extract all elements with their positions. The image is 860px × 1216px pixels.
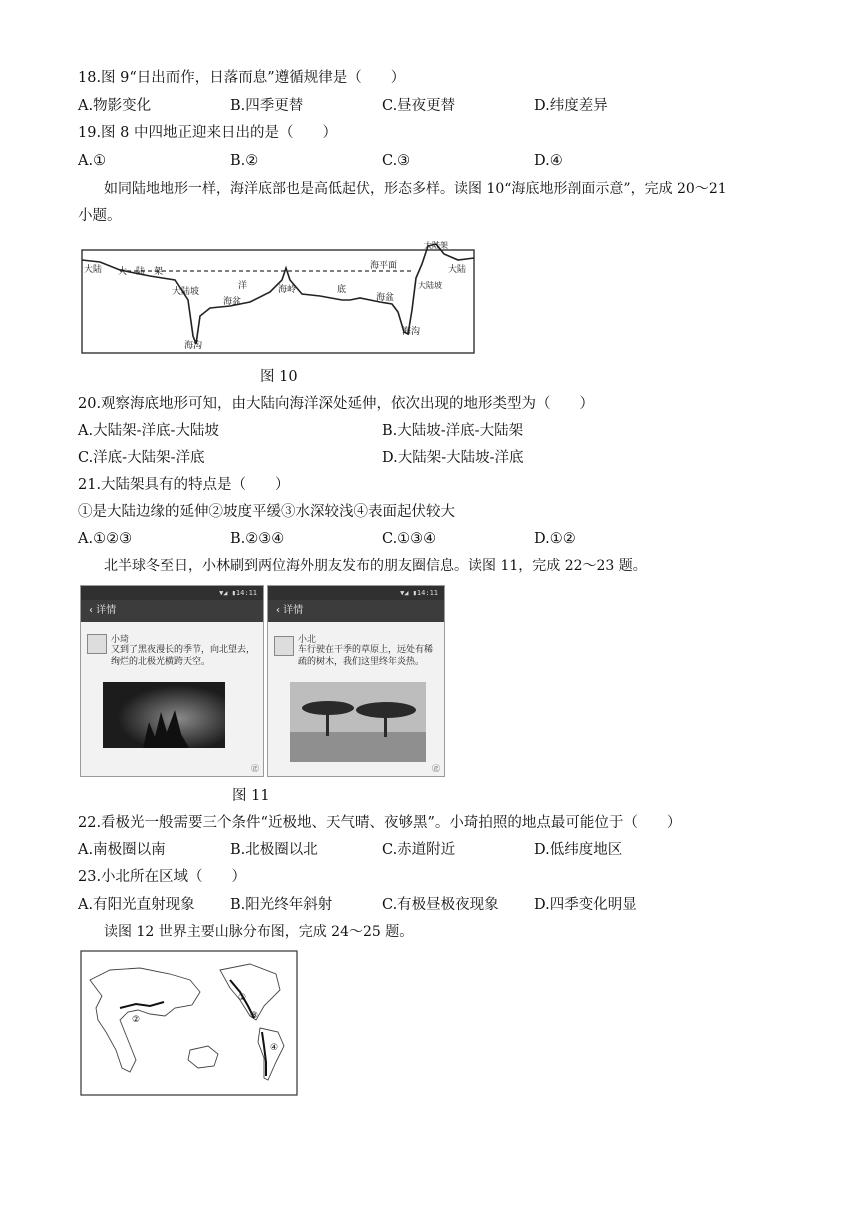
- map-marker-2: ②: [132, 1015, 141, 1025]
- label-trench-right: 海沟: [402, 327, 421, 337]
- label-slope-right: 大陆坡: [418, 281, 442, 290]
- label-shelf-left: 大 陆 架: [118, 267, 164, 277]
- corner-mark-left: ㊣: [251, 764, 259, 773]
- label-ocean: 洋: [238, 281, 248, 291]
- label-sea-level: 海平面: [370, 261, 398, 271]
- name-left: 小琦: [111, 635, 130, 645]
- q19-option-d: D.④: [534, 153, 563, 169]
- map-marker-4: ④: [270, 1043, 279, 1053]
- label-land-right: 大陆: [448, 265, 467, 275]
- name-right: 小北: [298, 635, 317, 645]
- q19-option-a: A.①: [78, 153, 107, 169]
- savanna-photo: [290, 682, 426, 762]
- intro-20-21-line2: 小题。: [78, 208, 122, 224]
- q23-option-c: C.有极昼极夜现象: [382, 897, 499, 913]
- q23-option-d: D.四季变化明显: [534, 897, 637, 913]
- nav-back-left: ‹ 详情: [81, 600, 263, 622]
- q22-option-c: C.赤道附近: [382, 842, 456, 858]
- q20-option-c: C.洋底-大陆架-洋底: [78, 450, 205, 466]
- corner-mark-right: ㊣: [432, 764, 440, 773]
- intro-24-25: 读图 12 世界主要山脉分布图，完成 24～25 题。: [104, 924, 414, 940]
- q18-option-d: D.纬度差异: [534, 98, 608, 114]
- status-bar-left: ▼◢ ▮14:11: [219, 589, 257, 597]
- map-marker-3: ③: [250, 1011, 259, 1021]
- q21-option-a: A.①②③: [78, 531, 133, 547]
- q21-option-c: C.①③④: [382, 531, 437, 547]
- label-shelf-right: 大陆架: [424, 241, 448, 250]
- message-left: 又到了黑夜漫长的季节，向北望去，绚烂的北极光横跨天空。: [111, 645, 256, 667]
- status-bar-right: ▼◢ ▮14:11: [400, 589, 438, 597]
- figure-10-seafloor-profile: [80, 236, 480, 358]
- q22-option-d: D.低纬度地区: [534, 842, 623, 858]
- q19-option-b: B.②: [230, 153, 259, 169]
- label-basin-right: 海盆: [376, 293, 395, 303]
- q18-option-a: A.物影变化: [78, 98, 152, 114]
- figure-12-world-mountain-map: [80, 950, 298, 1096]
- q22-option-a: A.南极圈以南: [78, 842, 166, 858]
- figure-11-caption: 图 11: [232, 788, 270, 804]
- q20-option-b: B.大陆坡-洋底-大陆架: [382, 423, 524, 439]
- q21-statements: ①是大陆边缘的延伸②坡度平缓③水深较浅④表面起伏较大: [78, 504, 455, 520]
- map-marker-1: ①: [238, 993, 247, 1003]
- map-frame: [81, 951, 297, 1095]
- q23-stem: 23.小北所在区域（ ）: [78, 869, 247, 885]
- aurora-photo: [103, 682, 225, 748]
- q19-stem: 19.图 8 中四地正迎来日出的是（ ）: [78, 125, 338, 141]
- label-ridge: 海岭: [278, 285, 297, 295]
- phone-screenshot-left: [80, 585, 264, 777]
- avatar-right: [274, 636, 294, 656]
- nav-back-right: ‹ 详情: [268, 600, 444, 622]
- q20-option-d: D.大陆架-大陆坡-洋底: [382, 450, 524, 466]
- label-floor: 底: [337, 285, 347, 295]
- q21-option-b: B.②③④: [230, 531, 285, 547]
- q22-option-b: B.北极圈以北: [230, 842, 318, 858]
- label-basin-left: 海盆: [223, 297, 242, 307]
- message-right: 车行驶在干季的草原上，远处有稀疏的树木，我们这里终年炎热。: [298, 645, 434, 667]
- q23-option-b: B.阳光终年斜射: [230, 897, 333, 913]
- q18-option-c: C.昼夜更替: [382, 98, 456, 114]
- q21-option-d: D.①②: [534, 531, 576, 547]
- q20-stem: 20.观察海底地形可知，由大陆向海洋深处延伸，依次出现的地形类型为（ ）: [78, 396, 595, 412]
- label-slope-left: 大陆坡: [172, 287, 200, 297]
- figure-10-caption: 图 10: [260, 369, 298, 385]
- q18-option-b: B.四季更替: [230, 98, 304, 114]
- label-land-left: 大陆: [84, 265, 103, 275]
- q18-stem: 18.图 9“日出而作，日落而息”遵循规律是（ ）: [78, 70, 406, 86]
- q21-stem: 21.大陆架具有的特点是（ ）: [78, 477, 290, 493]
- label-trench-left: 海沟: [184, 341, 203, 351]
- intro-22-23: 北半球冬至日，小林刷到两位海外朋友发布的朋友圈信息。读图 11，完成 22～23 题。: [104, 558, 647, 574]
- q19-option-c: C.③: [382, 153, 411, 169]
- intro-20-21-line1: 如同陆地地形一样，海洋底部也是高低起伏，形态多样。读图 10“海底地形剖面示意”，完成 20～21: [104, 181, 727, 197]
- q23-option-a: A.有阳光直射现象: [78, 897, 195, 913]
- avatar-left: [87, 634, 107, 654]
- q20-option-a: A.大陆架-洋底-大陆坡: [78, 423, 219, 439]
- phone-screenshot-right: [267, 585, 445, 777]
- q22-stem: 22.看极光一般需要三个条件“近极地、天气晴、夜够黑”。小琦拍照的地点最可能位于（ ）: [78, 815, 682, 831]
